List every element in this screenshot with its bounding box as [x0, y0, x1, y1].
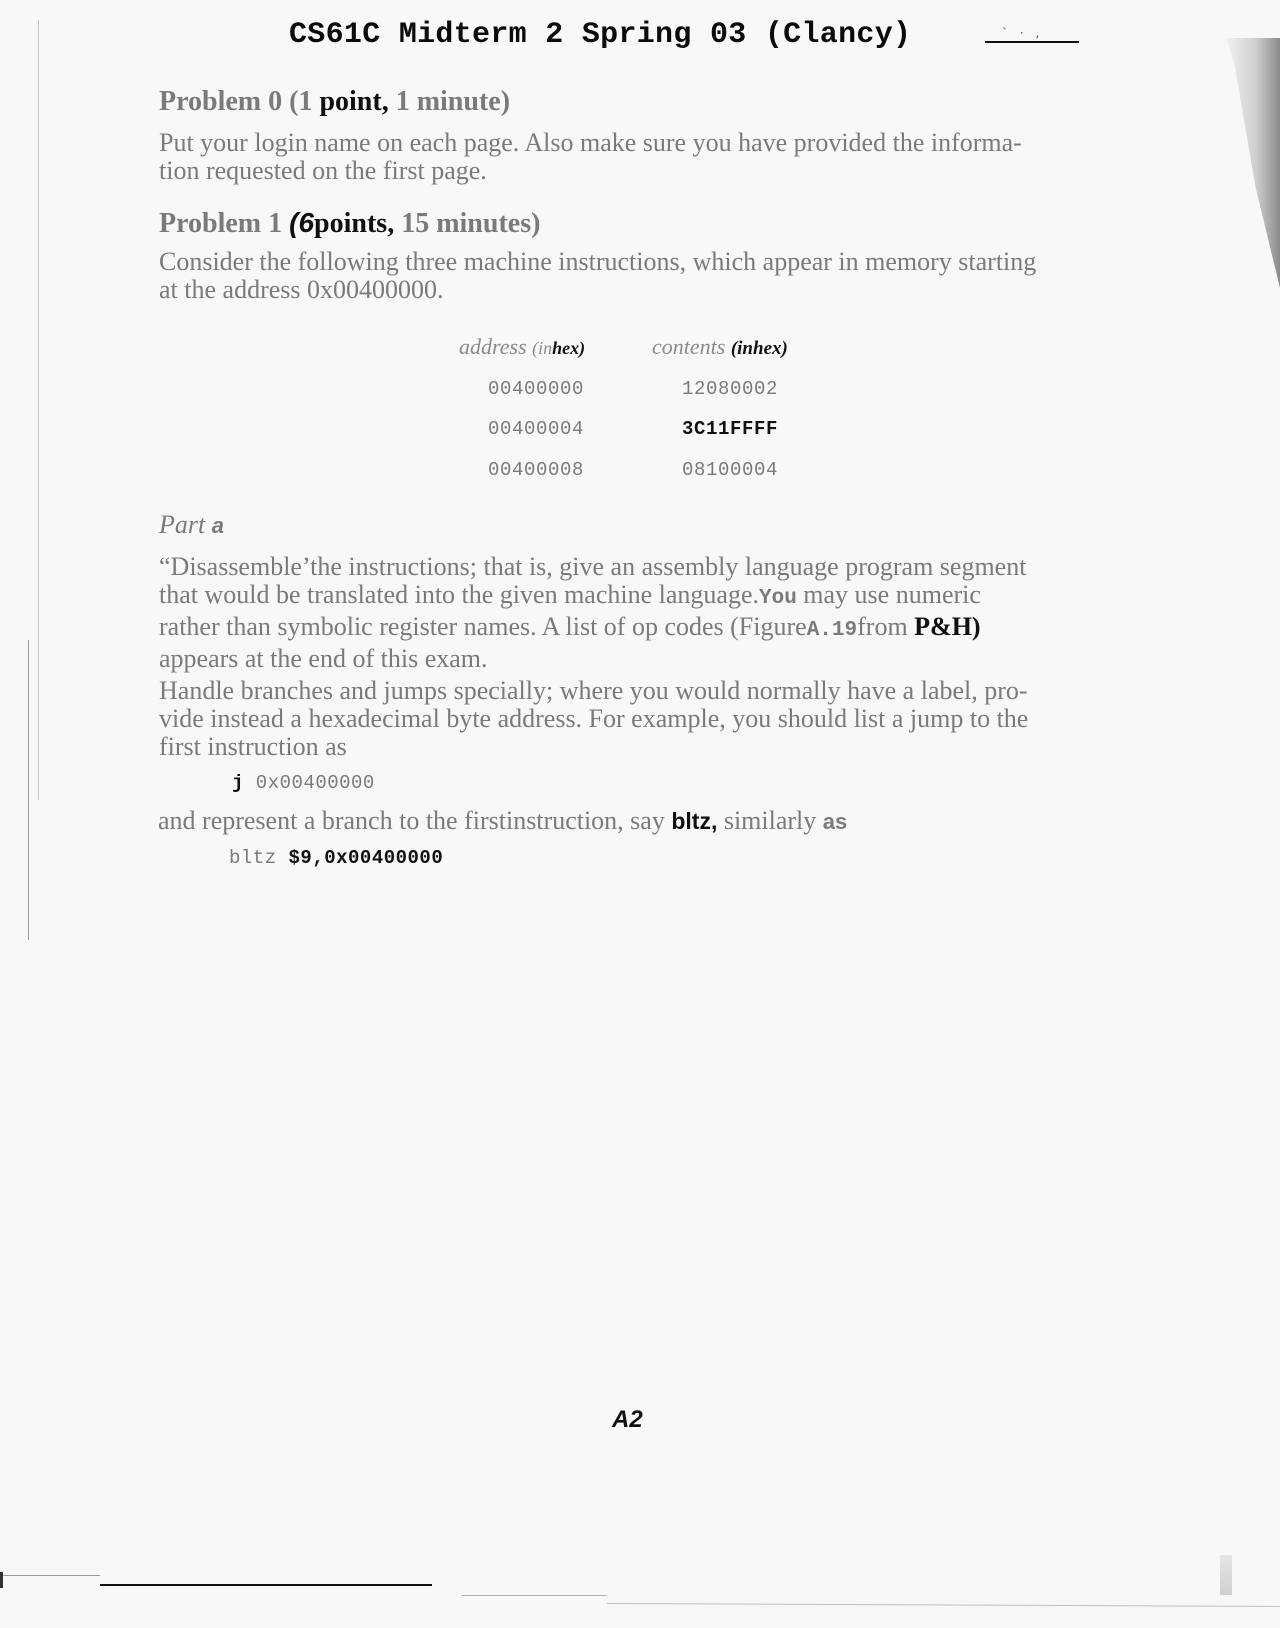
table-cell-contents: 12080002	[682, 378, 779, 400]
part-a-p1-you: You	[758, 587, 797, 610]
part-a-p1-line-3-pre: rather than symbolic register names. A list of op codes (Figure	[159, 612, 807, 641]
branch-op: bltz	[229, 847, 277, 869]
address-header-hex: hex)	[552, 338, 586, 358]
problem-1-heading-paren: (6	[289, 207, 315, 238]
scan-edge-left-inner	[28, 640, 29, 940]
part-a-p2-line-2: vide instead a hexadecimal byte address. For example, you should list a jump to the	[159, 704, 1029, 733]
bottom-rule	[100, 1584, 432, 1586]
header-specks: ` · ,	[1002, 26, 1044, 40]
part-a-paragraph-1	[159, 553, 1026, 673]
problem-1-heading	[159, 207, 540, 240]
part-a-word: Part	[159, 510, 206, 539]
page-number: A2	[612, 1406, 643, 1433]
part-a-p1-line-3	[159, 613, 1026, 645]
jump-op: j	[232, 772, 244, 794]
table-cell-address: 00400000	[488, 378, 585, 400]
problem-1-line-1: Consider the following three machine instructions, which appear in memory starting	[159, 247, 1037, 276]
branch-line	[158, 807, 847, 836]
problem-0-line-2: tion requested on the first page.	[159, 156, 487, 185]
problem-1-heading-points: points,	[314, 208, 395, 239]
part-a-p2-line-3: first instruction as	[159, 732, 347, 761]
login-name-line	[985, 41, 1079, 43]
contents-header-label: contents	[652, 334, 726, 359]
scan-line	[0, 1575, 100, 1576]
address-header-in: (in	[532, 338, 553, 358]
branch-arg: $9,0x00400000	[276, 847, 444, 869]
scan-corner-mark	[0, 1572, 3, 1588]
part-a-p1-ph: P&H)	[914, 612, 981, 641]
part-a-p1-line-2	[159, 581, 1026, 613]
part-a-p1-line-1: “Disassemble’the instructions; that is, give an assembly language program segment	[159, 552, 1027, 581]
branch-example-code	[229, 847, 443, 869]
part-a-p1-line-2-pre: that would be translated into the given machine language.	[159, 580, 759, 609]
part-a-p1-line-2-post: may use numeric	[796, 580, 981, 609]
part-a-p1-line-4: appears at the end of this exam.	[159, 644, 488, 673]
problem-1-heading-suffix: 15 minutes)	[394, 208, 541, 239]
problem-0-heading-suffix: 1 minute)	[388, 86, 511, 117]
branch-line-pre: and represent a branch to the firstinstruction, say	[158, 806, 672, 835]
jump-arg: 0x00400000	[243, 772, 375, 794]
bottom-rule-faint	[462, 1595, 607, 1596]
problem-1-heading-prefix: Problem 1	[159, 208, 290, 239]
part-a-p2-line-1: Handle branches and jumps specially; where you would normally have a label, pro-	[159, 676, 1028, 705]
contents-header-paren: (inhex)	[730, 338, 788, 359]
address-header-label: address	[459, 334, 527, 359]
scan-shadow-right-bottom	[1220, 1555, 1232, 1595]
part-a-label	[159, 510, 224, 540]
problem-1-text	[159, 248, 1036, 304]
part-a-p1-figure: A.19	[806, 619, 858, 642]
scan-edge-left	[38, 20, 39, 800]
problem-0-heading	[159, 86, 510, 118]
part-a-p1-from: from	[857, 612, 915, 641]
branch-line-mid: similarly	[717, 806, 823, 835]
part-a-paragraph-2	[159, 677, 1028, 761]
page-title: CS61C Midterm 2 Spring 03 (Clancy)	[289, 18, 912, 52]
table-header-contents	[652, 334, 788, 360]
table-cell-address: 00400004	[488, 418, 585, 440]
branch-line-as: as	[822, 809, 848, 834]
jump-example-code	[232, 772, 375, 794]
table-cell-contents: 08100004	[682, 459, 779, 481]
scan-shadow-right	[1226, 38, 1280, 288]
table-header-address	[459, 334, 585, 360]
branch-line-bltz: bltz,	[671, 808, 718, 834]
table-cell-address: 00400008	[488, 459, 585, 481]
problem-0-text	[159, 129, 1022, 185]
bottom-rule-edge	[607, 1603, 1280, 1607]
problem-1-line-2: at the address 0x00400000.	[159, 275, 444, 304]
problem-0-heading-prefix: Problem 0 (1	[159, 86, 320, 117]
table-cell-contents: 3C11FFFF	[682, 418, 779, 440]
part-a-letter: a	[211, 513, 224, 538]
problem-0-line-1: Put your login name on each page. Also make sure you have provided the informa-	[159, 128, 1022, 157]
problem-0-heading-points: point,	[319, 86, 389, 117]
